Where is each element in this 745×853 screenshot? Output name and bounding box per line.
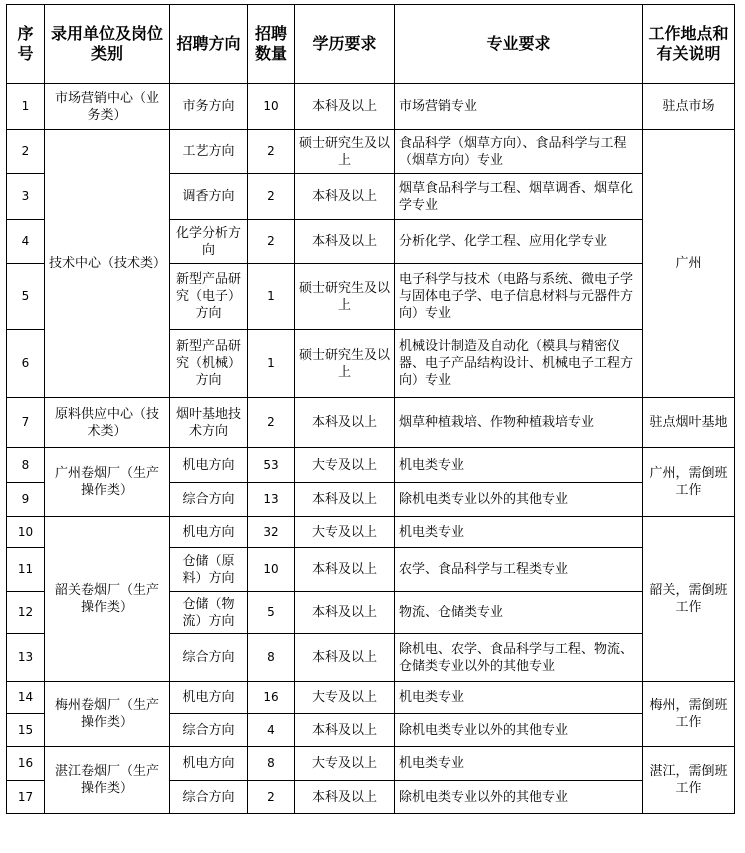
cell-edu: 本科及以上 <box>295 548 395 592</box>
cell-edu: 大专及以上 <box>295 517 395 548</box>
cell-count: 2 <box>248 130 295 174</box>
cell-direction: 机电方向 <box>170 682 248 714</box>
table-row <box>7 130 735 174</box>
cell-major: 物流、仓储类专业 <box>395 592 643 634</box>
header-seq: 序号 <box>7 5 45 84</box>
table-row <box>7 398 735 448</box>
cell-edu: 本科及以上 <box>295 483 395 517</box>
cell-major: 除机电类专业以外的其他专业 <box>395 714 643 747</box>
cell-direction: 烟叶基地技术方向 <box>170 398 248 448</box>
cell-direction: 综合方向 <box>170 781 248 814</box>
cell-count: 1 <box>248 264 295 330</box>
cell-count: 2 <box>248 174 295 220</box>
header-count: 招聘数量 <box>248 5 295 84</box>
cell-seq: 1 <box>7 84 45 130</box>
cell-direction: 机电方向 <box>170 747 248 781</box>
header-unit: 录用单位及岗位类别 <box>45 5 170 84</box>
cell-count: 13 <box>248 483 295 517</box>
cell-direction: 综合方向 <box>170 634 248 682</box>
cell-edu: 本科及以上 <box>295 781 395 814</box>
cell-seq: 11 <box>7 548 45 592</box>
table-row <box>7 517 735 548</box>
cell-direction: 新型产品研究（机械）方向 <box>170 330 248 398</box>
header-edu: 学历要求 <box>295 5 395 84</box>
table-row <box>7 448 735 483</box>
cell-seq: 8 <box>7 448 45 483</box>
cell-location: 广州 <box>643 130 735 398</box>
cell-location: 湛江，需倒班工作 <box>643 747 735 814</box>
cell-major: 电子科学与技术（电路与系统、微电子学与固体电子学、电子信息材料与元器件方向）专业 <box>395 264 643 330</box>
cell-location: 广州，需倒班工作 <box>643 448 735 517</box>
cell-unit: 技术中心（技术类） <box>45 130 170 398</box>
cell-unit: 市场营销中心（业务类） <box>45 84 170 130</box>
cell-unit: 湛江卷烟厂（生产操作类） <box>45 747 170 814</box>
cell-edu: 本科及以上 <box>295 220 395 264</box>
table-row <box>7 682 735 714</box>
header-row <box>7 5 735 84</box>
cell-location: 梅州，需倒班工作 <box>643 682 735 747</box>
cell-unit: 原料供应中心（技术类） <box>45 398 170 448</box>
cell-edu: 大专及以上 <box>295 682 395 714</box>
cell-edu: 本科及以上 <box>295 634 395 682</box>
cell-seq: 14 <box>7 682 45 714</box>
cell-edu: 硕士研究生及以上 <box>295 130 395 174</box>
cell-count: 4 <box>248 714 295 747</box>
cell-edu: 本科及以上 <box>295 714 395 747</box>
cell-seq: 16 <box>7 747 45 781</box>
cell-direction: 综合方向 <box>170 714 248 747</box>
table-row <box>7 747 735 781</box>
cell-count: 8 <box>248 634 295 682</box>
cell-direction: 综合方向 <box>170 483 248 517</box>
cell-major: 除机电类专业以外的其他专业 <box>395 781 643 814</box>
cell-unit: 韶关卷烟厂（生产操作类） <box>45 517 170 682</box>
cell-count: 32 <box>248 517 295 548</box>
cell-seq: 6 <box>7 330 45 398</box>
cell-major: 除机电、农学、食品科学与工程、物流、仓储类专业以外的其他专业 <box>395 634 643 682</box>
cell-direction: 调香方向 <box>170 174 248 220</box>
cell-major: 除机电类专业以外的其他专业 <box>395 483 643 517</box>
recruitment-table <box>6 4 735 814</box>
cell-seq: 3 <box>7 174 45 220</box>
cell-count: 2 <box>248 781 295 814</box>
cell-seq: 7 <box>7 398 45 448</box>
cell-seq: 5 <box>7 264 45 330</box>
cell-direction: 机电方向 <box>170 517 248 548</box>
cell-major: 机电类专业 <box>395 682 643 714</box>
header-location: 工作地点和有关说明 <box>643 5 735 84</box>
cell-seq: 9 <box>7 483 45 517</box>
cell-edu: 本科及以上 <box>295 174 395 220</box>
cell-edu: 本科及以上 <box>295 84 395 130</box>
cell-seq: 4 <box>7 220 45 264</box>
cell-edu: 本科及以上 <box>295 398 395 448</box>
cell-seq: 17 <box>7 781 45 814</box>
cell-major: 烟草种植栽培、作物种植栽培专业 <box>395 398 643 448</box>
cell-major: 市场营销专业 <box>395 84 643 130</box>
cell-major: 食品科学（烟草方向）、食品科学与工程（烟草方向）专业 <box>395 130 643 174</box>
cell-seq: 15 <box>7 714 45 747</box>
cell-major: 机电类专业 <box>395 747 643 781</box>
cell-seq: 2 <box>7 130 45 174</box>
cell-count: 2 <box>248 220 295 264</box>
cell-count: 53 <box>248 448 295 483</box>
header-major: 专业要求 <box>395 5 643 84</box>
cell-direction: 仓储（原料）方向 <box>170 548 248 592</box>
cell-count: 16 <box>248 682 295 714</box>
cell-seq: 12 <box>7 592 45 634</box>
cell-count: 2 <box>248 398 295 448</box>
cell-direction: 工艺方向 <box>170 130 248 174</box>
cell-location: 驻点市场 <box>643 84 735 130</box>
cell-unit: 梅州卷烟厂（生产操作类） <box>45 682 170 747</box>
cell-count: 10 <box>248 548 295 592</box>
cell-count: 5 <box>248 592 295 634</box>
cell-edu: 硕士研究生及以上 <box>295 264 395 330</box>
cell-count: 1 <box>248 330 295 398</box>
cell-count: 8 <box>248 747 295 781</box>
cell-major: 机械设计制造及自动化（模具与精密仪器、电子产品结构设计、机械电子工程方向）专业 <box>395 330 643 398</box>
cell-direction: 机电方向 <box>170 448 248 483</box>
cell-direction: 化学分析方向 <box>170 220 248 264</box>
cell-edu: 大专及以上 <box>295 747 395 781</box>
cell-edu: 大专及以上 <box>295 448 395 483</box>
cell-unit: 广州卷烟厂（生产操作类） <box>45 448 170 517</box>
table-row <box>7 84 735 130</box>
cell-seq: 13 <box>7 634 45 682</box>
cell-direction: 仓储（物流）方向 <box>170 592 248 634</box>
cell-direction: 新型产品研究（电子）方向 <box>170 264 248 330</box>
cell-major: 机电类专业 <box>395 448 643 483</box>
header-direction: 招聘方向 <box>170 5 248 84</box>
cell-seq: 10 <box>7 517 45 548</box>
cell-major: 分析化学、化学工程、应用化学专业 <box>395 220 643 264</box>
cell-edu: 硕士研究生及以上 <box>295 330 395 398</box>
cell-major: 烟草食品科学与工程、烟草调香、烟草化学专业 <box>395 174 643 220</box>
cell-major: 机电类专业 <box>395 517 643 548</box>
cell-count: 10 <box>248 84 295 130</box>
cell-direction: 市务方向 <box>170 84 248 130</box>
cell-edu: 本科及以上 <box>295 592 395 634</box>
cell-location: 韶关，需倒班工作 <box>643 517 735 682</box>
cell-location: 驻点烟叶基地 <box>643 398 735 448</box>
cell-major: 农学、食品科学与工程类专业 <box>395 548 643 592</box>
